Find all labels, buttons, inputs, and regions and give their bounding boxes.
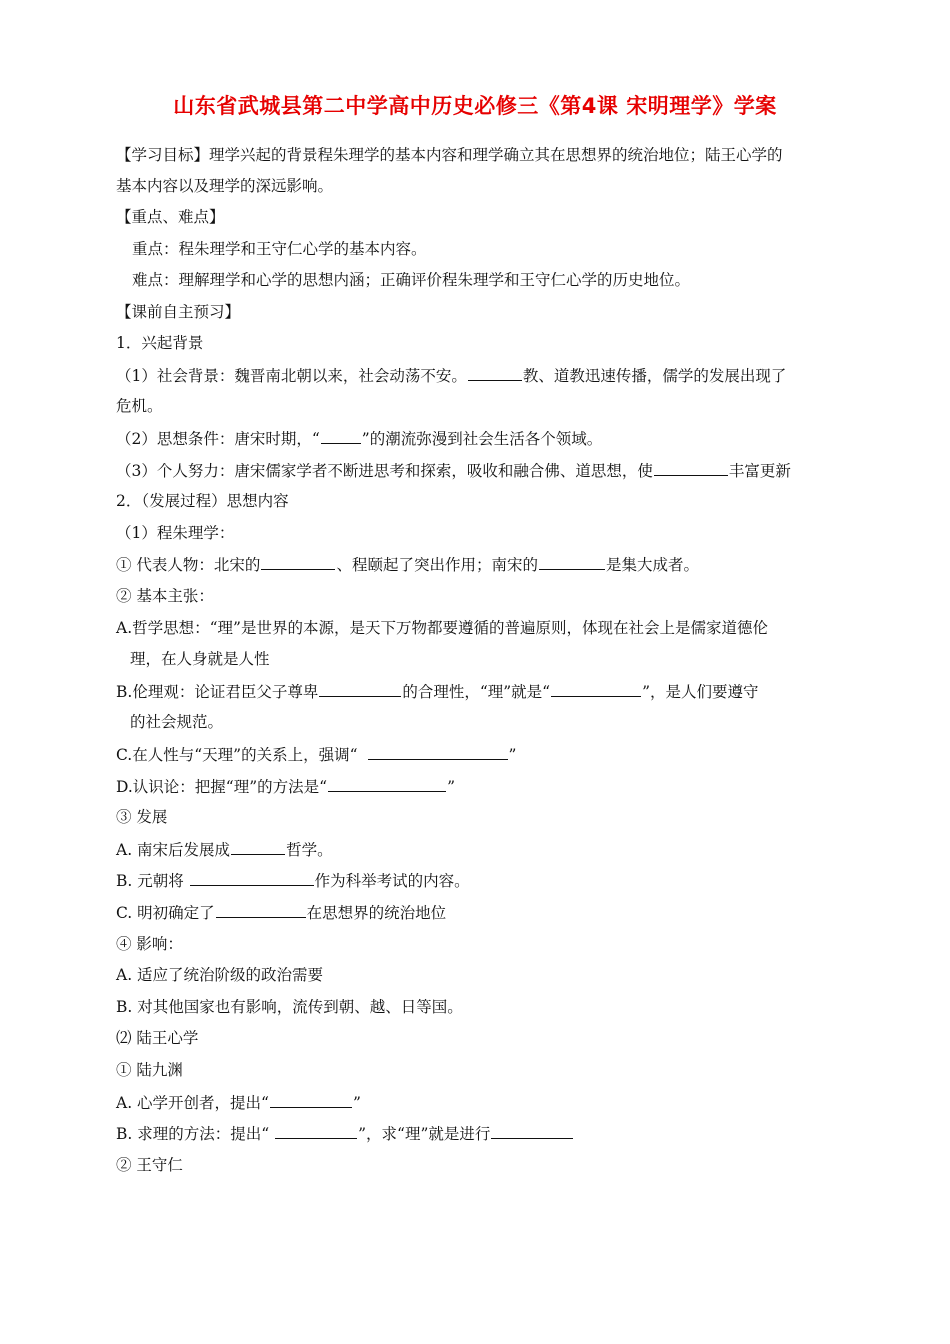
social-background-line xyxy=(116,365,836,386)
lu-b-text: B. 求理的方法：提出“ xyxy=(116,1125,275,1143)
learning-goal-line-2: 基本内容以及理学的深远影响。 xyxy=(116,177,334,195)
epistemology-line xyxy=(116,776,836,797)
basic-claims-heading: ② 基本主张： xyxy=(116,587,214,605)
fill-blank[interactable] xyxy=(468,365,522,381)
lu-b-line xyxy=(116,1123,836,1144)
learning-goal-line-1 xyxy=(116,145,836,165)
development-c-text-2: 在思想界的统治地位 xyxy=(306,904,447,922)
human-nature-line xyxy=(116,744,836,765)
lu-b-text-2: ”，求“理”就是进行 xyxy=(358,1125,491,1143)
fill-blank[interactable] xyxy=(275,1123,357,1139)
lu-a-text-2: ” xyxy=(352,1094,361,1112)
fill-blank[interactable] xyxy=(539,554,605,570)
difficulty-line: 难点：理解理学和心学的思想内涵；正确评价程朱理学和王守仁心学的历史地位。 xyxy=(132,271,691,289)
fill-blank[interactable] xyxy=(368,744,508,760)
preview-heading: 【课前自主预习】 xyxy=(116,303,241,321)
fill-blank[interactable] xyxy=(319,681,401,697)
fill-blank[interactable] xyxy=(321,428,361,444)
development-a-text-2: 哲学。 xyxy=(286,841,333,859)
thought-condition-text-2: ”的潮流弥漫到社会生活各个领域。 xyxy=(361,430,603,448)
cheng-zhu-heading: （1）程朱理学： xyxy=(116,524,235,542)
focus-line: 重点：程朱理学和王守仁心学的基本内容。 xyxy=(132,240,427,258)
personal-effort-text: （3）个人努力：唐宋儒家学者不断进思考和探索，吸收和融合佛、道思想，使 xyxy=(116,462,653,480)
influence-b-line: B. 对其他国家也有影响，流传到朝、越、日等国。 xyxy=(116,998,463,1016)
development-heading: ③ 发展 xyxy=(116,808,168,826)
influence-heading: ④ 影响： xyxy=(116,935,183,953)
ethics-text-2: 的合理性，“理”就是“ xyxy=(402,683,551,701)
fill-blank[interactable] xyxy=(551,681,641,697)
ethics-line-2: 的社会规范。 xyxy=(130,713,224,731)
human-nature-text: C.在人性与“天理”的关系上，强调“ xyxy=(116,746,358,764)
development-c-text: C. 明初确定了 xyxy=(116,904,215,922)
fill-blank[interactable] xyxy=(491,1123,573,1139)
representatives-text: ① 代表人物：北宋的 xyxy=(116,556,261,574)
development-c-line xyxy=(116,902,836,923)
development-b-text: B. 元朝将 xyxy=(116,872,189,890)
representatives-text-3: 是集大成者。 xyxy=(605,556,699,574)
human-nature-text-2: ” xyxy=(508,746,517,764)
development-a-line xyxy=(116,839,836,860)
document-title: 山东省武城县第二中学高中历史必修三《第4课 宋明理学》学案 xyxy=(173,94,777,118)
personal-effort-line xyxy=(116,460,836,481)
lu-wang-heading: ⑵ 陆王心学 xyxy=(116,1029,199,1047)
representatives-text-2: 、程颐起了突出作用；南宋的 xyxy=(336,556,538,574)
development-a-text: A. 南宋后发展成 xyxy=(116,841,231,859)
fill-blank[interactable] xyxy=(328,776,446,792)
fill-blank[interactable] xyxy=(190,870,314,886)
social-background-text: （1）社会背景：魏晋南北朝以来，社会动荡不安。 xyxy=(116,367,467,385)
representatives-line xyxy=(116,554,836,575)
philosophy-line-2: 理，在人身就是人性 xyxy=(130,650,270,668)
social-background-line-2: 危机。 xyxy=(116,397,163,415)
fill-blank[interactable] xyxy=(261,554,335,570)
influence-a-line: A. 适应了统治阶级的政治需要 xyxy=(116,966,324,984)
fill-blank[interactable] xyxy=(216,902,306,918)
section-2-heading: 2．（发展过程）思想内容 xyxy=(116,492,289,510)
epistemology-text: D.认识论：把握“理”的方法是“ xyxy=(116,778,328,796)
philosophy-line-1: A.哲学思想：“理”是世界的本源，是天下万物都要遵循的普遍原则，体现在社会上是儒家道德伦 xyxy=(116,619,768,637)
fill-blank[interactable] xyxy=(270,1092,352,1108)
lu-a-line xyxy=(116,1092,836,1113)
learning-goal-text: 理学兴起的背景程朱理学的基本内容和理学确立其在思想界的统治地位；陆王心学的 xyxy=(209,146,783,164)
personal-effort-text-2: 丰富更新 xyxy=(728,462,791,480)
development-b-text-2: 作为科举考试的内容。 xyxy=(314,872,470,890)
development-b-line xyxy=(116,870,836,891)
social-background-text-2: 教、道教迅速传播，儒学的发展出现了 xyxy=(522,367,787,385)
ethics-text: B.伦理观：论证君臣父子尊卑 xyxy=(116,683,319,701)
ethics-text-3: ”，是人们要遵守 xyxy=(642,683,759,701)
learning-goal-label: 【学习目标】 xyxy=(116,146,210,164)
lu-a-text: A. 心学开创者，提出“ xyxy=(116,1094,269,1112)
key-points-heading: 【重点、难点】 xyxy=(116,208,225,226)
wang-shouren-heading: ② 王守仁 xyxy=(116,1156,183,1174)
lu-jiuyuan-heading: ① 陆九渊 xyxy=(116,1061,183,1079)
thought-condition-text: （2）思想条件：唐宋时期，“ xyxy=(116,430,320,448)
ethics-line-1 xyxy=(116,681,836,702)
section-1-heading: 1．兴起背景 xyxy=(116,334,204,352)
epistemology-text-2: ” xyxy=(447,778,456,796)
thought-condition-line xyxy=(116,428,836,449)
fill-blank[interactable] xyxy=(654,460,728,476)
fill-blank[interactable] xyxy=(231,839,285,855)
